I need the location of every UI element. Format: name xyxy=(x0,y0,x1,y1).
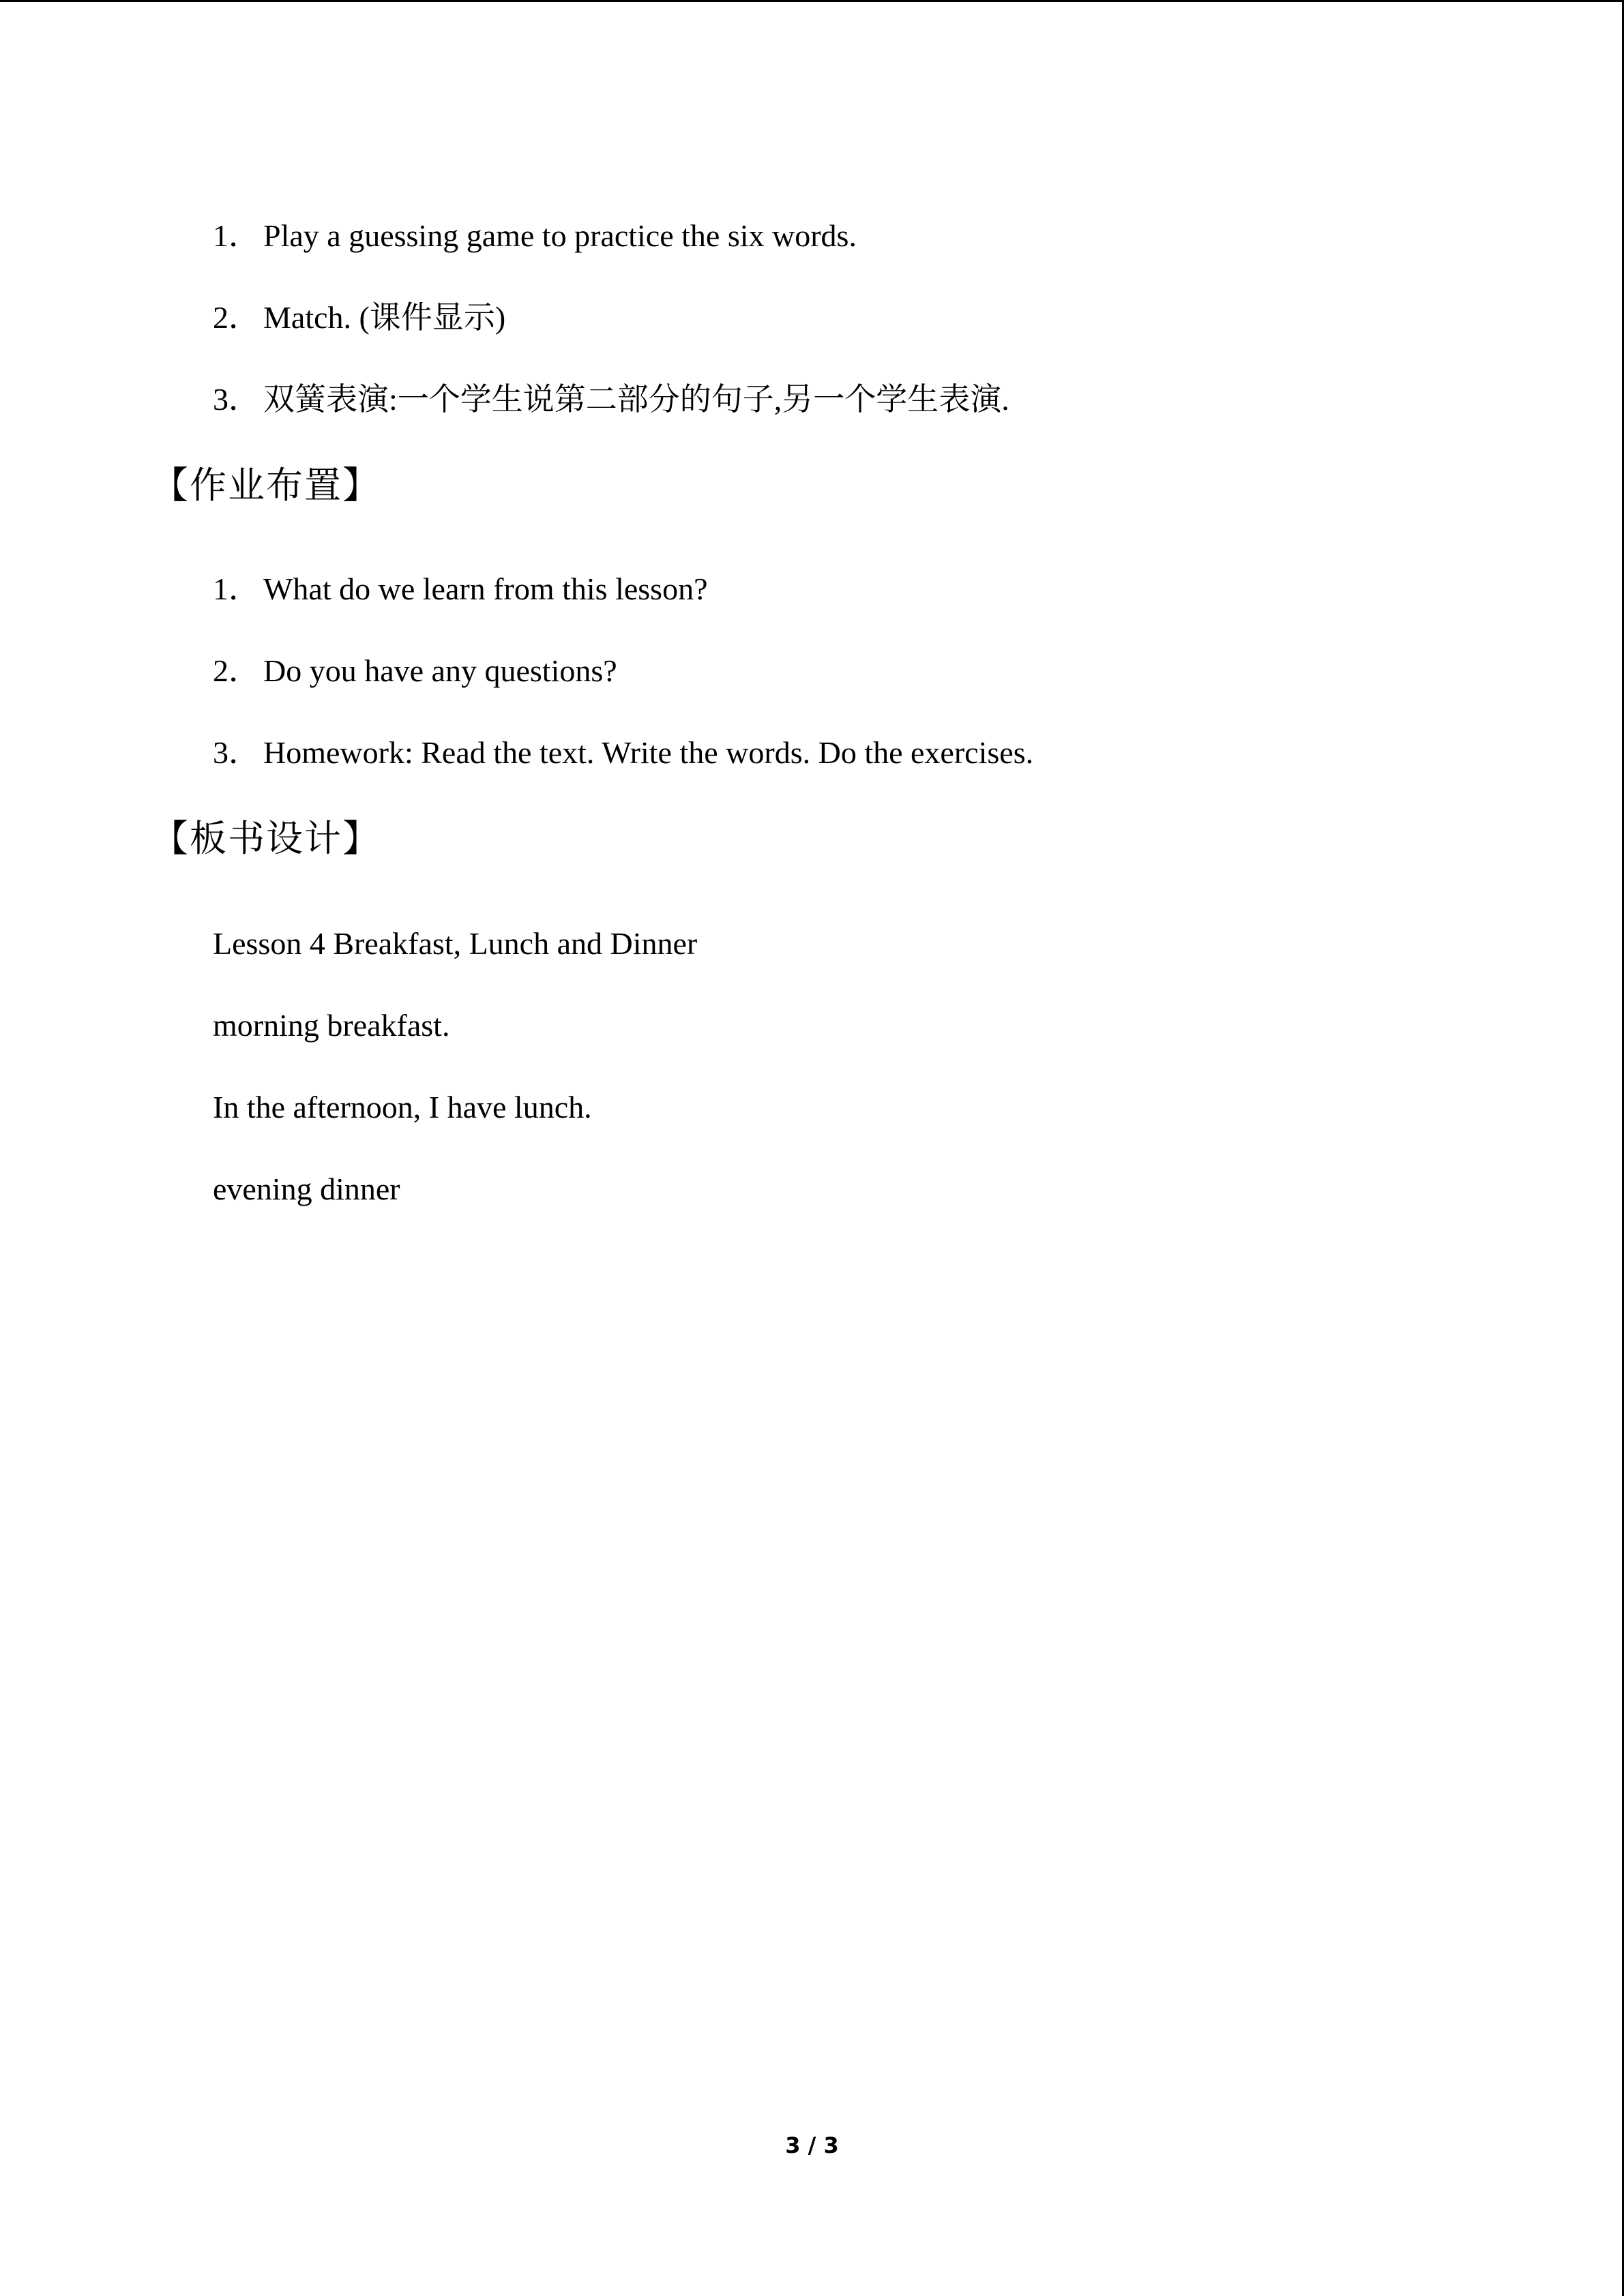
board-design-line-3: In the afternoon, I have lunch. xyxy=(213,1090,592,1124)
activity-item-1 xyxy=(213,215,857,256)
activity-item-3 xyxy=(213,379,1009,420)
item-number: 3． xyxy=(213,382,260,417)
item-text: Homework: Read the text. Write the words. Do the exercises. xyxy=(263,735,1034,770)
item-text: What do we learn from this lesson? xyxy=(263,571,708,606)
board-design-line-2: morning breakfast. xyxy=(213,1008,450,1043)
item-number: 2． xyxy=(213,300,260,335)
item-number: 1． xyxy=(213,571,260,606)
board-design-line-1: Lesson 4 Breakfast, Lunch and Dinner xyxy=(213,926,698,961)
homework-heading: 【作业布置】 xyxy=(151,464,381,507)
page-number: 3 / 3 xyxy=(785,2132,839,2158)
item-text: Do you have any questions? xyxy=(263,653,617,688)
item-number: 3． xyxy=(213,735,260,770)
activity-item-2 xyxy=(213,297,505,338)
item-number: 1． xyxy=(213,218,260,253)
item-text: Match. (课件显示) xyxy=(263,300,506,335)
board-design-heading: 【板书设计】 xyxy=(151,817,381,860)
homework-item-3 xyxy=(213,732,1033,773)
board-design-line-4: evening dinner xyxy=(213,1172,400,1206)
homework-item-1 xyxy=(213,569,707,610)
item-text: Play a guessing game to practice the six words. xyxy=(263,218,857,253)
homework-item-2 xyxy=(213,651,617,691)
item-number: 2． xyxy=(213,653,260,688)
item-text: 双簧表演:一个学生说第二部分的句子,另一个学生表演. xyxy=(263,382,1009,417)
